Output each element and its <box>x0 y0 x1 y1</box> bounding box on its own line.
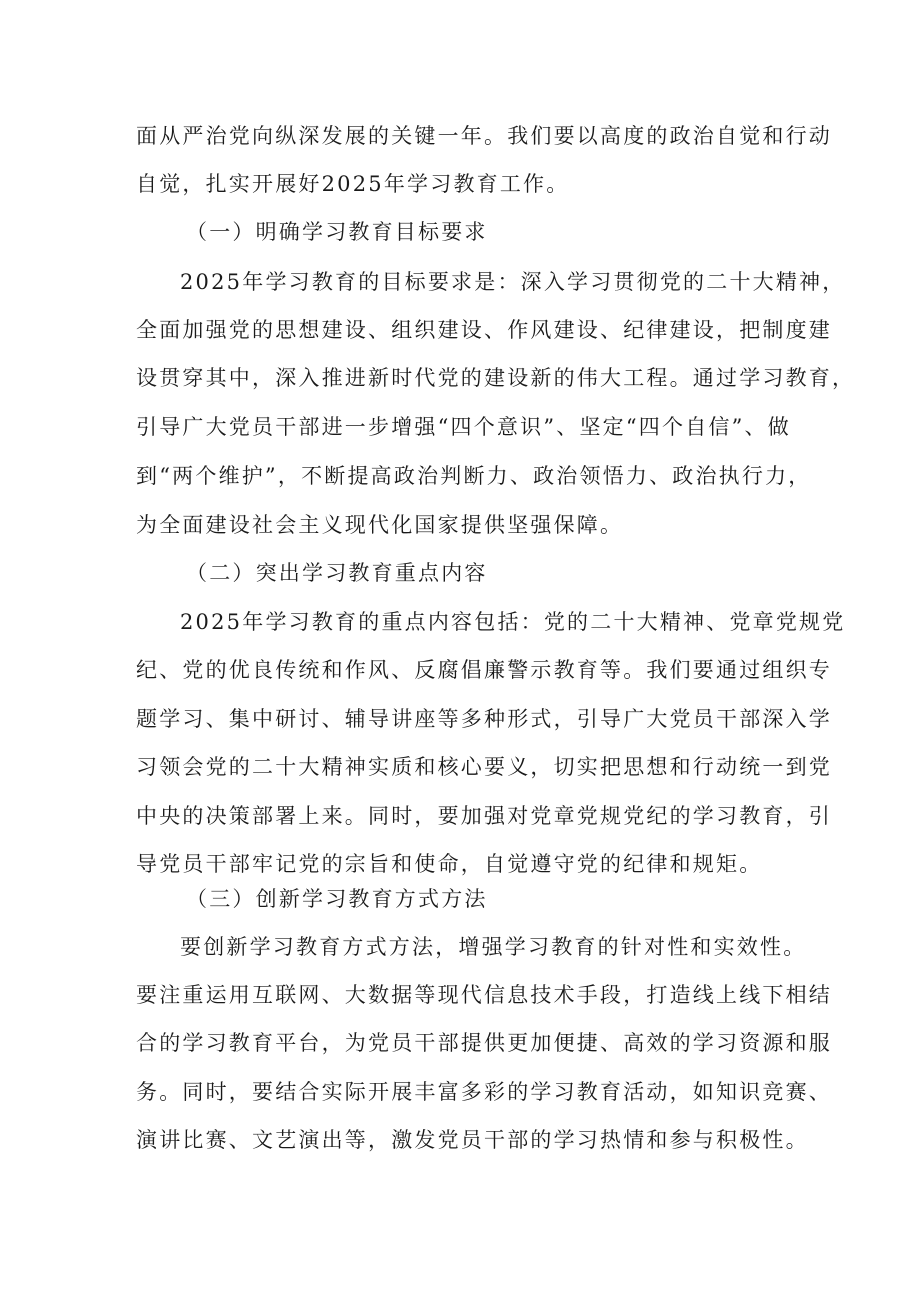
paragraph-line: 导党员干部牢记党的宗旨和使命，自觉遵守党的纪律和规矩。 <box>136 852 763 876</box>
intro-line: 面从严治党向纵深发展的关键一年。我们要以高度的政治自觉和行动 <box>136 124 832 148</box>
paragraph-line: 2025年学习教育的目标要求是：深入学习贯彻党的二十大精神， <box>180 270 846 294</box>
paragraph-line: 要创新学习教育方式方法，增强学习教育的针对性和实效性。 <box>180 935 807 959</box>
paragraph-line: 要注重运用互联网、大数据等现代信息技术手段，打造线上线下相结 <box>136 983 832 1007</box>
paragraph-line: 2025年学习教育的重点内容包括：党的二十大精神、党章党规党 <box>180 610 846 634</box>
paragraph-line: 引导广大党员干部进一步增强“四个意识”、坚定“四个自信”、做 <box>136 415 791 439</box>
paragraph-line: 习领会党的二十大精神实质和核心要义，切实把思想和行动统一到党 <box>136 755 832 779</box>
section-heading: （一）明确学习教育目标要求 <box>186 220 488 244</box>
paragraph-line: 中央的决策部署上来。同时，要加强对党章党规党纪的学习教育，引 <box>136 804 832 828</box>
paragraph-line: 设贯穿其中，深入推进新时代党的建设新的伟大工程。通过学习教育， <box>136 366 856 390</box>
paragraph-line: 为全面建设社会主义现代化国家提供坚强保障。 <box>136 513 624 537</box>
paragraph-line: 题学习、集中研讨、辅导讲座等多种形式，引导广大党员干部深入学 <box>136 707 832 731</box>
paragraph-line: 演讲比赛、文艺演出等，激发党员干部的学习热情和参与积极性。 <box>136 1128 809 1152</box>
paragraph-line: 纪、党的优良传统和作风、反腐倡廉警示教育等。我们要通过组织专 <box>136 658 832 682</box>
intro-line: 自觉，扎实开展好2025年学习教育工作。 <box>136 172 570 196</box>
paragraph-line: 务。同时，要结合实际开展丰富多彩的学习教育活动，如知识竞赛、 <box>136 1080 832 1104</box>
section-heading: （二）突出学习教育重点内容 <box>186 561 488 585</box>
paragraph-line: 到“两个维护”，不断提高政治判断力、政治领悟力、政治执行力， <box>136 464 812 488</box>
paragraph-line: 合的学习教育平台，为党员干部提供更加便捷、高效的学习资源和服 <box>136 1031 832 1055</box>
paragraph-line: 全面加强党的思想建设、组织建设、作风建设、纪律建设，把制度建 <box>136 318 832 342</box>
section-heading: （三）创新学习教育方式方法 <box>186 887 488 911</box>
